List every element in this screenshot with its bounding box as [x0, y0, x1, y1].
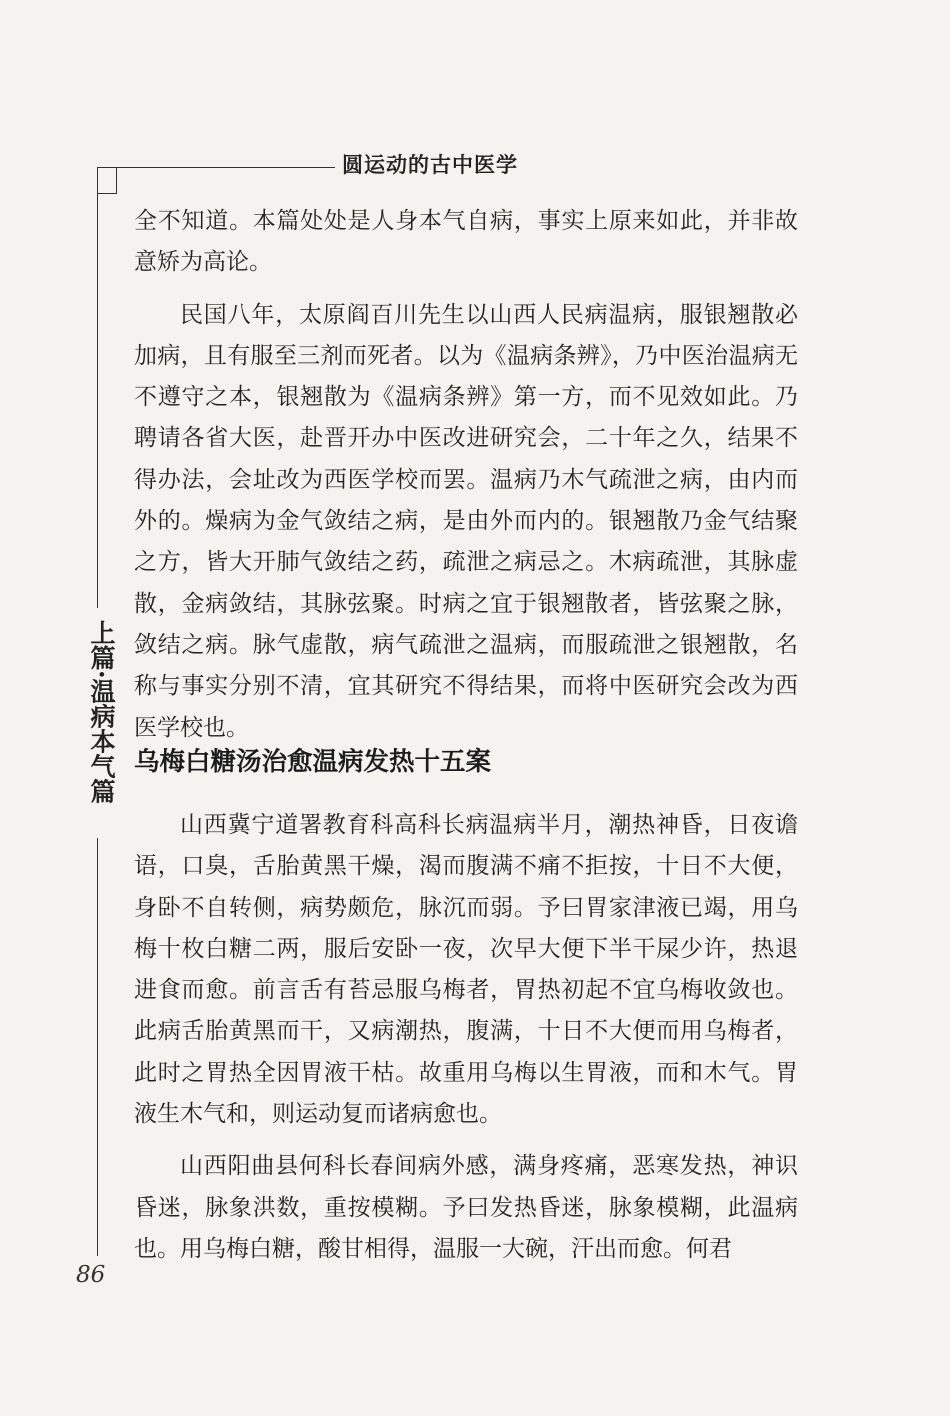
body-text-cases — [134, 805, 798, 1270]
paragraph: 民国八年，太原阎百川先生以山西人民病温病，服银翘散必加病，且有服至三剂而死者。以为《温病条辨》，乃中医治温病无不遵守之本，银翘散为《温病条辨》第一方，而不见效如此。乃聘请各省大医，赴晋开办中医改进研究会，二十年之久，结果不得办法，会址改为西医学校而罢。温病乃木气疏泄之病，由内而外的。燥病为金气敛结之病，是由外而内的。银翘散乃金气结聚之方，皆大开肺气敛结之药，疏泄之病忌之。木病疏泄，其脉虚散，金病敛结，其脉弦聚。时病之宜于银翘散者，皆弦聚之脉，敛结之病。脉气虚散，病气疏泄之温病，而服疏泄之银翘散，名称与事实分别不清，宜其研究不得结果，而将中医研究会改为西医学校也。 — [134, 301, 798, 741]
paragraph: 全不知道。本篇处处是人身本气自病，事实上原来如此，并非故意矫为高论。 — [134, 208, 798, 276]
paragraph: 山西阳曲县何科长春间病外感，满身疼痛，恶寒发热，神识昏迷，脉象洪数，重按模糊。予曰发热昏迷，脉象模糊，此温病也。用乌梅白糖，酸甘相得，温服一大碗，汗出而愈。何君 — [134, 1153, 798, 1262]
margin-rule-bottom — [97, 838, 98, 1256]
margin-rule-top — [97, 194, 98, 608]
corner-bracket — [97, 167, 117, 194]
paragraph: 山西冀宁道署教育科高科长病温病半月，潮热神昏，日夜谵语，口臭，舌胎黄黑干燥，渴而腹满不痛不拒按，十日不大便，身卧不自转侧，病势颇危，脉沉而弱。予曰胃家津液已竭，用乌梅十枚白糖二两，服后安卧一夜，次早大便下半干屎少许，热退进食而愈。前言舌有苔忌服乌梅者，胃热初起不宜乌梅收敛也。此病舌胎黄黑而干，又病潮热，腹满，十日不大便而用乌梅者，此时之胃热全因胃液干枯。故重用乌梅以生胃液，而和木气。胃液生木气和，则运动复而诸病愈也。 — [134, 812, 798, 1128]
body-text-top — [134, 201, 798, 749]
side-section-title: 上篇·温病本气篇 — [87, 620, 116, 804]
page-number: 86 — [76, 1262, 106, 1288]
running-header-title: 圆运动的古中医学 — [342, 153, 518, 177]
section-heading: 乌梅白糖汤治愈温病发热十五案 — [134, 747, 492, 777]
header-rule — [97, 167, 335, 168]
